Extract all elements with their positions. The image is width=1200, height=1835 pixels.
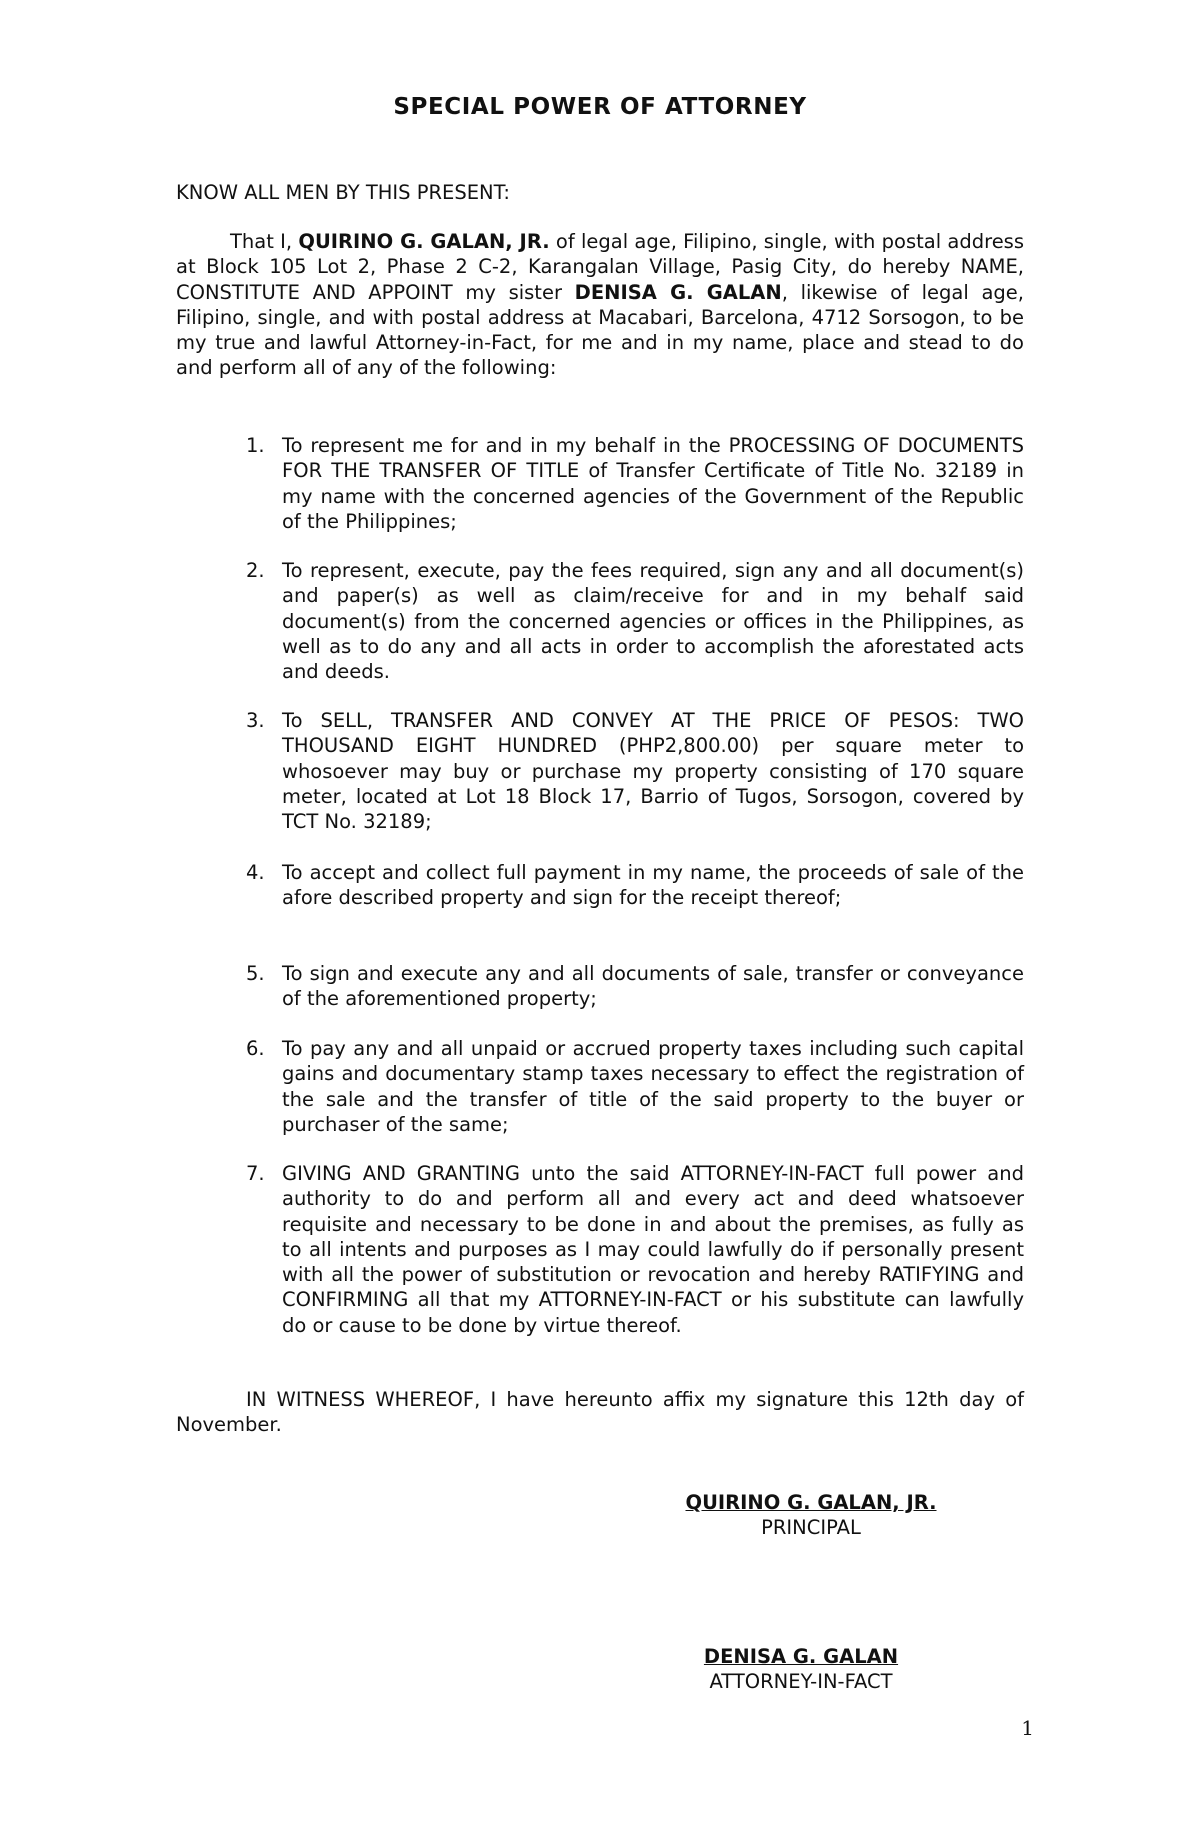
clause-item: [246, 708, 1024, 834]
clause-item: [246, 860, 1024, 911]
clause-number: 6.: [246, 1037, 265, 1060]
attorney-signature-block: [668, 1644, 934, 1694]
page-number: 1: [1021, 1716, 1034, 1740]
clause-item: [246, 961, 1024, 1012]
clause-item: [246, 1161, 1024, 1338]
intro-text-3: , likewise of legal age, Filipino, single, and with postal address at Macabari, Barcelona, 4712 Sorsogon, to be my true and lawful Attorney-in-Fact, for me and in my name, place and stead to do and perform all of any of the following:: [176, 280, 1024, 380]
clause-number: 5.: [246, 962, 265, 985]
clause-number: 1.: [246, 434, 265, 457]
clause-item: [246, 433, 1024, 534]
clause-text: To SELL, TRANSFER AND CONVEY AT THE PRICE OF PESOS: TWO THOUSAND EIGHT HUNDRED (PHP2,800.00) per square meter to whosoever may buy or purchase my property consisting of 170 square meter, located at Lot 18 Block 17, Barrio of Tugos, Sorsogon, covered by TCT No. 32189;: [282, 709, 1024, 834]
principal-name: QUIRINO G. GALAN, JR.: [685, 1491, 937, 1514]
clause-item: [246, 558, 1024, 684]
clause-text: GIVING AND GRANTING unto the said ATTORNEY-IN-FACT full power and authority to do and perform all and every act and deed whatsoever requisite and necessary to be done in and about the premises, as fully as to all intents and purposes as I may could lawfully do if personally present with all the power of substitution or revocation and hereby RATIFYING and CONFIRMING all that my ATTORNEY-IN-FACT or his substitute can lawfully do or cause to be done by virtue thereof.: [282, 1162, 1024, 1337]
salutation: KNOW ALL MEN BY THIS PRESENT:: [176, 181, 510, 204]
document-title: SPECIAL POWER OF ATTORNEY: [393, 94, 807, 120]
clause-text: To represent, execute, pay the fees required, sign any and all document(s) and paper(s) as well as claim/receive for and in my behalf said document(s) from the concerned agencies or offices in the Philippines, as well as to do any and all acts in order to accomplish the aforestated acts and deeds.: [282, 559, 1024, 684]
clause-number: 7.: [246, 1162, 265, 1185]
attorney-name: DENISA G. GALAN: [703, 1645, 899, 1668]
clause-item: [246, 1036, 1024, 1137]
principal-role: PRINCIPAL: [761, 1516, 861, 1539]
attorney-name-inline: DENISA G. GALAN: [574, 280, 782, 304]
intro-text-2: of legal age, Filipino, single, with postal address at Block 105 Lot 2, Phase 2 C-2, Karangalan Village, Pasig City, do hereby NAME, CONSTITUTE AND APPOINT my sister: [176, 230, 1025, 304]
clause-text: To represent me for and in my behalf in the PROCESSING OF DOCUMENTS FOR THE TRANSFER OF TITLE of Transfer Certificate of Title No. 32189 in my name with the concerned agencies of the Government of the Republic of the Philippines;: [282, 434, 1024, 533]
attorney-role: ATTORNEY-IN-FACT: [709, 1670, 893, 1693]
clause-number: 4.: [246, 861, 265, 884]
clause-number: 3.: [246, 709, 265, 732]
principal-signature-block: [666, 1490, 956, 1540]
principal-name-inline: QUIRINO G. GALAN, JR.: [298, 230, 550, 253]
clause-text: To pay any and all unpaid or accrued property taxes including such capital gains and documentary stamp taxes necessary to effect the registration of the sale and the transfer of title of the said property to the buyer or purchaser of the same;: [282, 1037, 1024, 1136]
witness-paragraph: IN WITNESS WHEREOF, I have hereunto affix my signature this 12th day of November.: [176, 1388, 1024, 1437]
clause-text: To accept and collect full payment in my name, the proceeds of sale of the afore described property and sign for the receipt thereof;: [282, 861, 1024, 910]
intro-text-1: That I,: [230, 230, 299, 253]
clause-number: 2.: [246, 559, 265, 582]
clause-text: To sign and execute any and all documents of sale, transfer or conveyance of the aforementioned property;: [282, 962, 1024, 1011]
